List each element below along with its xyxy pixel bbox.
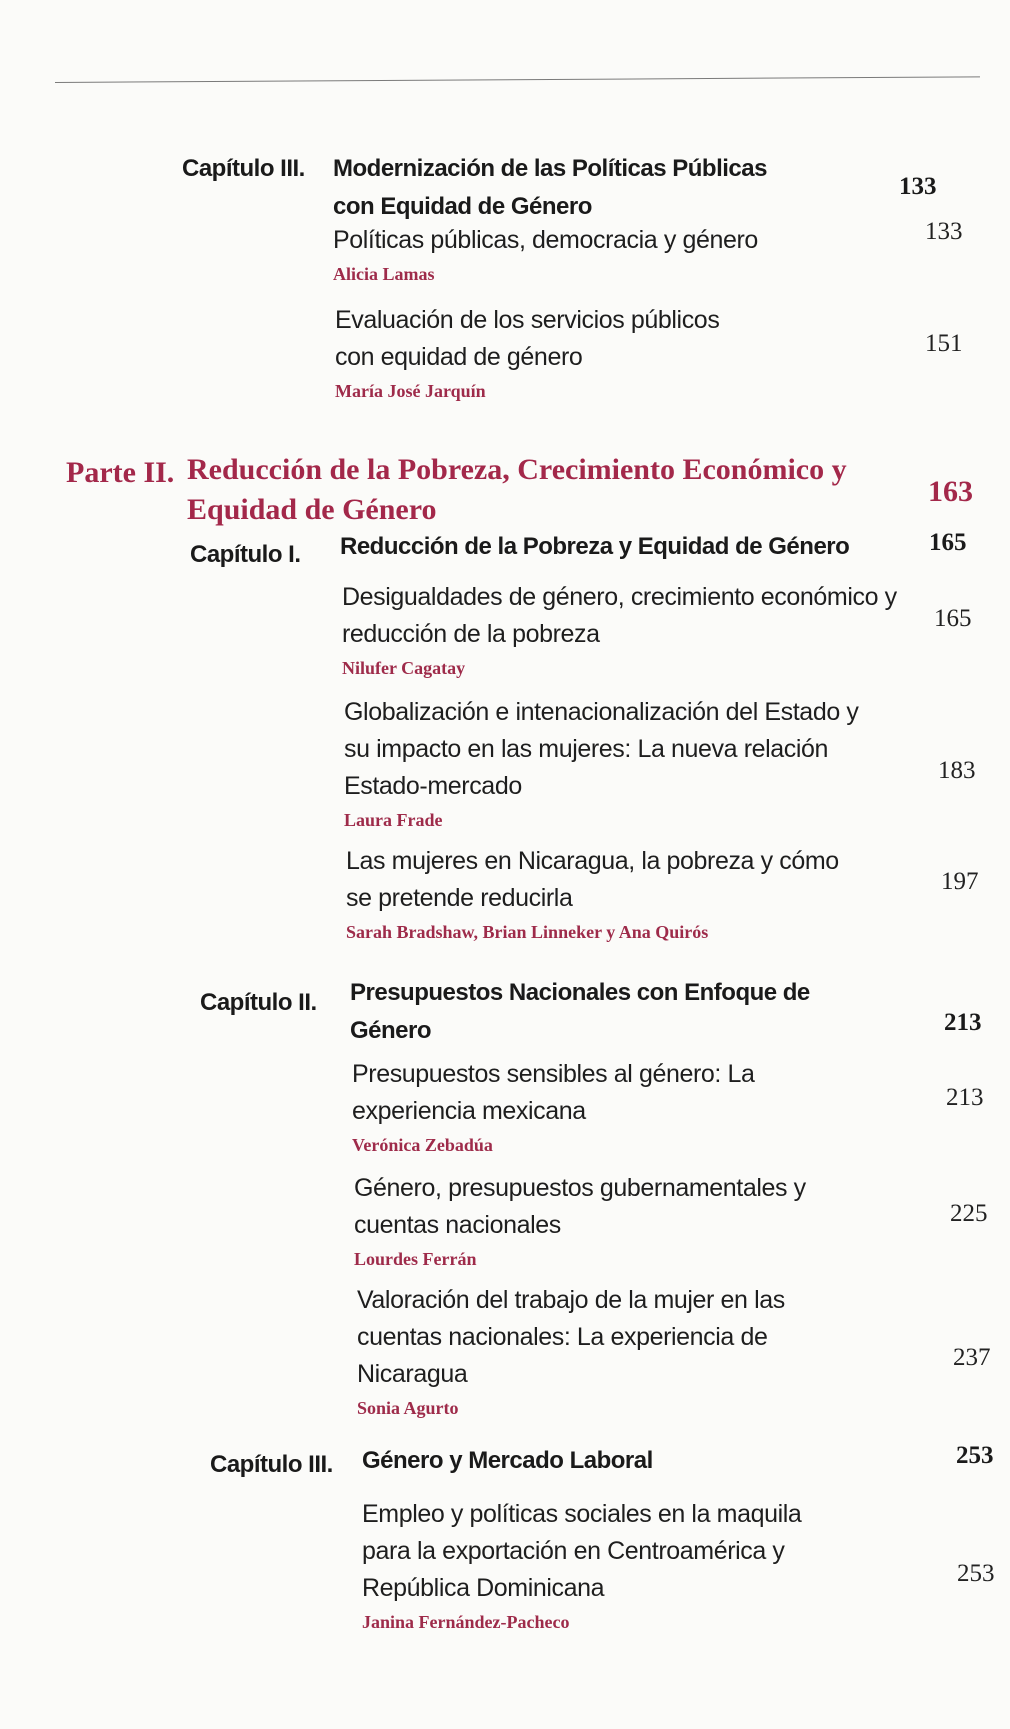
chapter-title[interactable]: Modernización de las Políticas Públicas con Equidad de Género bbox=[333, 155, 767, 220]
chapter-label: Capítulo III. bbox=[182, 155, 305, 182]
entry-author: Janina Fernández-Pacheco bbox=[362, 1612, 570, 1632]
entry-page-number: 133 bbox=[925, 218, 963, 245]
part-label: Parte II. bbox=[66, 456, 175, 489]
entry-author: María José Jarquín bbox=[335, 381, 486, 401]
entry-page-number: 165 bbox=[934, 605, 972, 632]
entry-title: Evaluación de los servicios públicos con equidad de género bbox=[335, 306, 720, 371]
entry-title: Las mujeres en Nicaragua, la pobreza y cómo se pretende reducirla bbox=[346, 847, 839, 912]
entry-title: Género, presupuestos gubernamentales y cuentas nacionales bbox=[354, 1174, 806, 1239]
entry-page-number: 151 bbox=[925, 330, 963, 357]
chapter-label: Capítulo III. bbox=[210, 1451, 333, 1478]
toc-entry[interactable] bbox=[344, 694, 869, 833]
chapter-page-number: 253 bbox=[956, 1442, 994, 1469]
entry-page-number: 225 bbox=[950, 1200, 988, 1227]
chapter-page-number: 133 bbox=[899, 173, 937, 200]
chapter-title[interactable]: Presupuestos Nacionales con Enfoque de Género bbox=[350, 979, 810, 1044]
part-title[interactable]: Reducción de la Pobreza, Crecimiento Económico y Equidad de Género bbox=[187, 453, 847, 526]
chapter-page-number: 165 bbox=[929, 529, 967, 556]
entry-page-number: 183 bbox=[938, 757, 976, 784]
entry-title: Políticas públicas, democracia y género bbox=[333, 226, 758, 254]
entry-author: Sarah Bradshaw, Brian Linneker y Ana Quirós bbox=[346, 922, 709, 942]
chapter-title[interactable]: Género y Mercado Laboral bbox=[362, 1447, 653, 1474]
toc-entry[interactable] bbox=[333, 222, 803, 287]
part-page-number: 163 bbox=[928, 475, 973, 508]
entry-title: Desigualdades de género, crecimiento económico y reducción de la pobreza bbox=[342, 583, 897, 648]
toc-entry[interactable] bbox=[362, 1496, 832, 1635]
entry-page-number: 213 bbox=[946, 1084, 984, 1111]
toc-entry[interactable] bbox=[346, 843, 886, 945]
entry-author: Laura Frade bbox=[344, 810, 443, 830]
toc-entry[interactable] bbox=[342, 579, 902, 681]
entry-title: Globalización e intenacionalización del Estado y su impacto en las mujeres: La nueva relación Estado-mercado bbox=[344, 698, 859, 800]
toc-entry[interactable] bbox=[354, 1170, 844, 1272]
entry-author: Alicia Lamas bbox=[333, 264, 435, 284]
toc-entry[interactable] bbox=[335, 302, 765, 404]
entry-title: Valoración del trabajo de la mujer en las cuentas nacionales: La experiencia de Nicaragua bbox=[357, 1286, 785, 1388]
entry-author: Lourdes Ferrán bbox=[354, 1249, 477, 1269]
entry-page-number: 237 bbox=[953, 1344, 991, 1371]
entry-author: Sonia Agurto bbox=[357, 1398, 459, 1418]
chapter-label: Capítulo II. bbox=[200, 989, 317, 1016]
entry-title: Empleo y políticas sociales en la maquila para la exportación en Centroamérica y República Dominicana bbox=[362, 1500, 802, 1602]
chapter-title[interactable]: Reducción de la Pobreza y Equidad de Género bbox=[340, 533, 850, 560]
entry-page-number: 197 bbox=[941, 868, 979, 895]
entry-author: Nilufer Cagatay bbox=[342, 658, 466, 678]
toc-entry[interactable] bbox=[357, 1282, 817, 1421]
header-rule bbox=[55, 76, 980, 83]
chapter-label: Capítulo I. bbox=[190, 541, 301, 568]
entry-title: Presupuestos sensibles al género: La experiencia mexicana bbox=[352, 1060, 755, 1125]
entry-author: Verónica Zebadúa bbox=[352, 1135, 493, 1155]
toc-entry[interactable] bbox=[352, 1056, 772, 1158]
entry-page-number: 253 bbox=[957, 1560, 995, 1587]
chapter-page-number: 213 bbox=[944, 1009, 982, 1036]
